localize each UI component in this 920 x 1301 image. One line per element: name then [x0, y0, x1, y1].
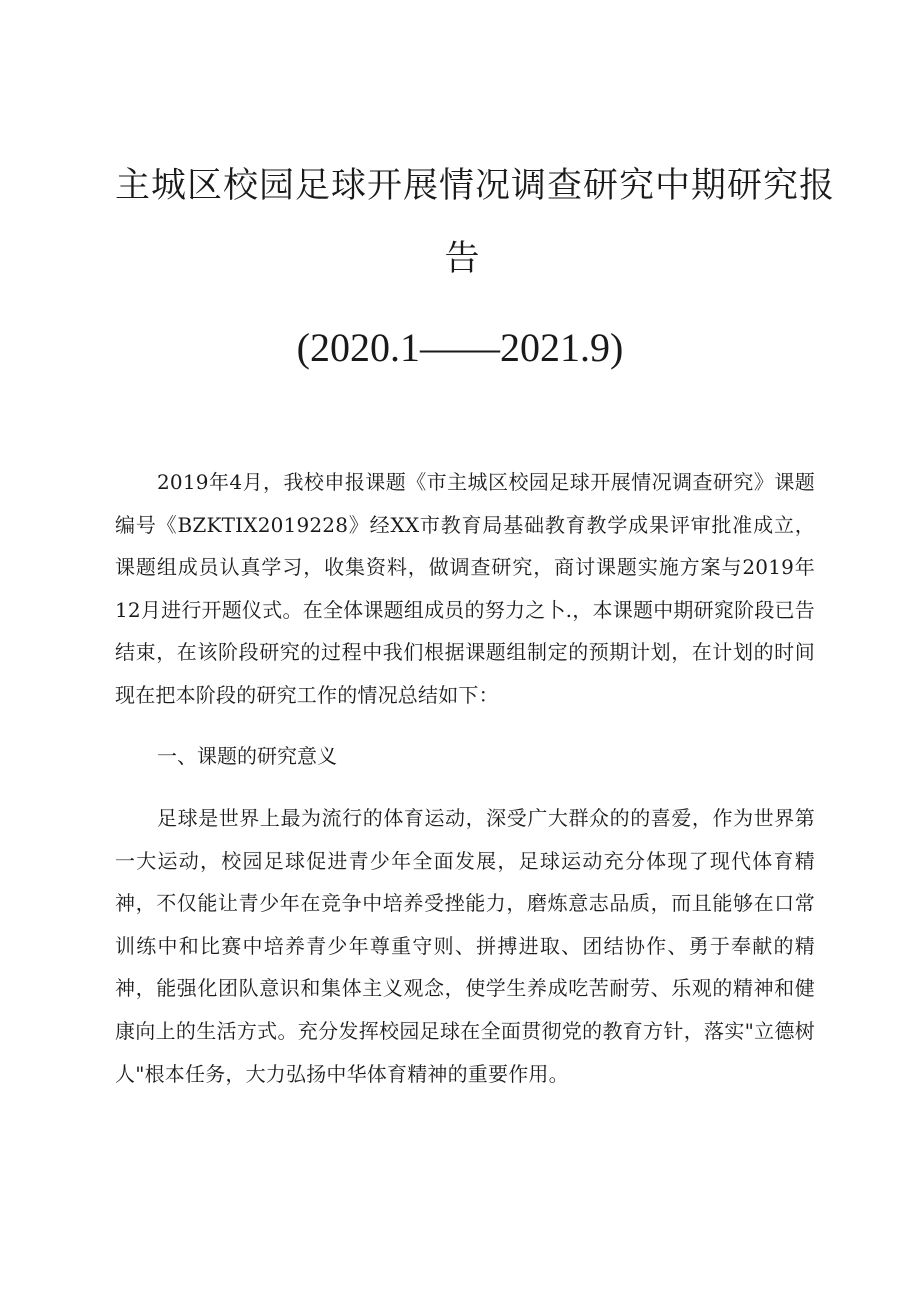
document-title-line2: 告 [444, 239, 480, 279]
section-paragraph: 足球是世界上最为流行的体育运动，深受广大群众的的喜爱，作为世界第一大运动，校园足球促进青少年全面发展，足球运动充分体现了现代体育精神，不仅能让青少年在竞争中培养受挫能力，磨炼意志品质，而且能够在口常训练中和比赛中培养青少年尊重守则、拼搏进取、团结协作、勇于奉献的精神，能强化团队意识和集体主义观念，使学生养成吃苦耐劳、乐观的精神和健康向上的生活方式。充分发挥校园足球在全面贯彻党的教育方针，落实"立德树人"根本任务，大力弘扬中华体育精神的重要作用。 [115, 806, 815, 1086]
intro-paragraph: 2019年4月，我校申报课题《市主城区校园足球开展情况调查研究》课题编号《BZKTIX2019228》经XX市教育局基础教育教学成果评审批准成立，课题组成员认真学习，收集资料，做调查研究，商讨课题实施方案与2019年12月进行开题仪式。在全体课题组成员的努力之卜.，本课题中期研窕阶段已告结束，在该阶段研究的过程中我们根据课题组制定的预期计划，在计划的时间现在把本阶段的研究工作的情况总结如下： [115, 470, 815, 707]
date-range: (2020.1——2021.9) [296, 325, 624, 370]
section-heading: 一、课题的研究意义 [157, 744, 337, 768]
document-title-line1: 主城区校园足球开展情况调查研究中期研究报 [115, 166, 836, 206]
